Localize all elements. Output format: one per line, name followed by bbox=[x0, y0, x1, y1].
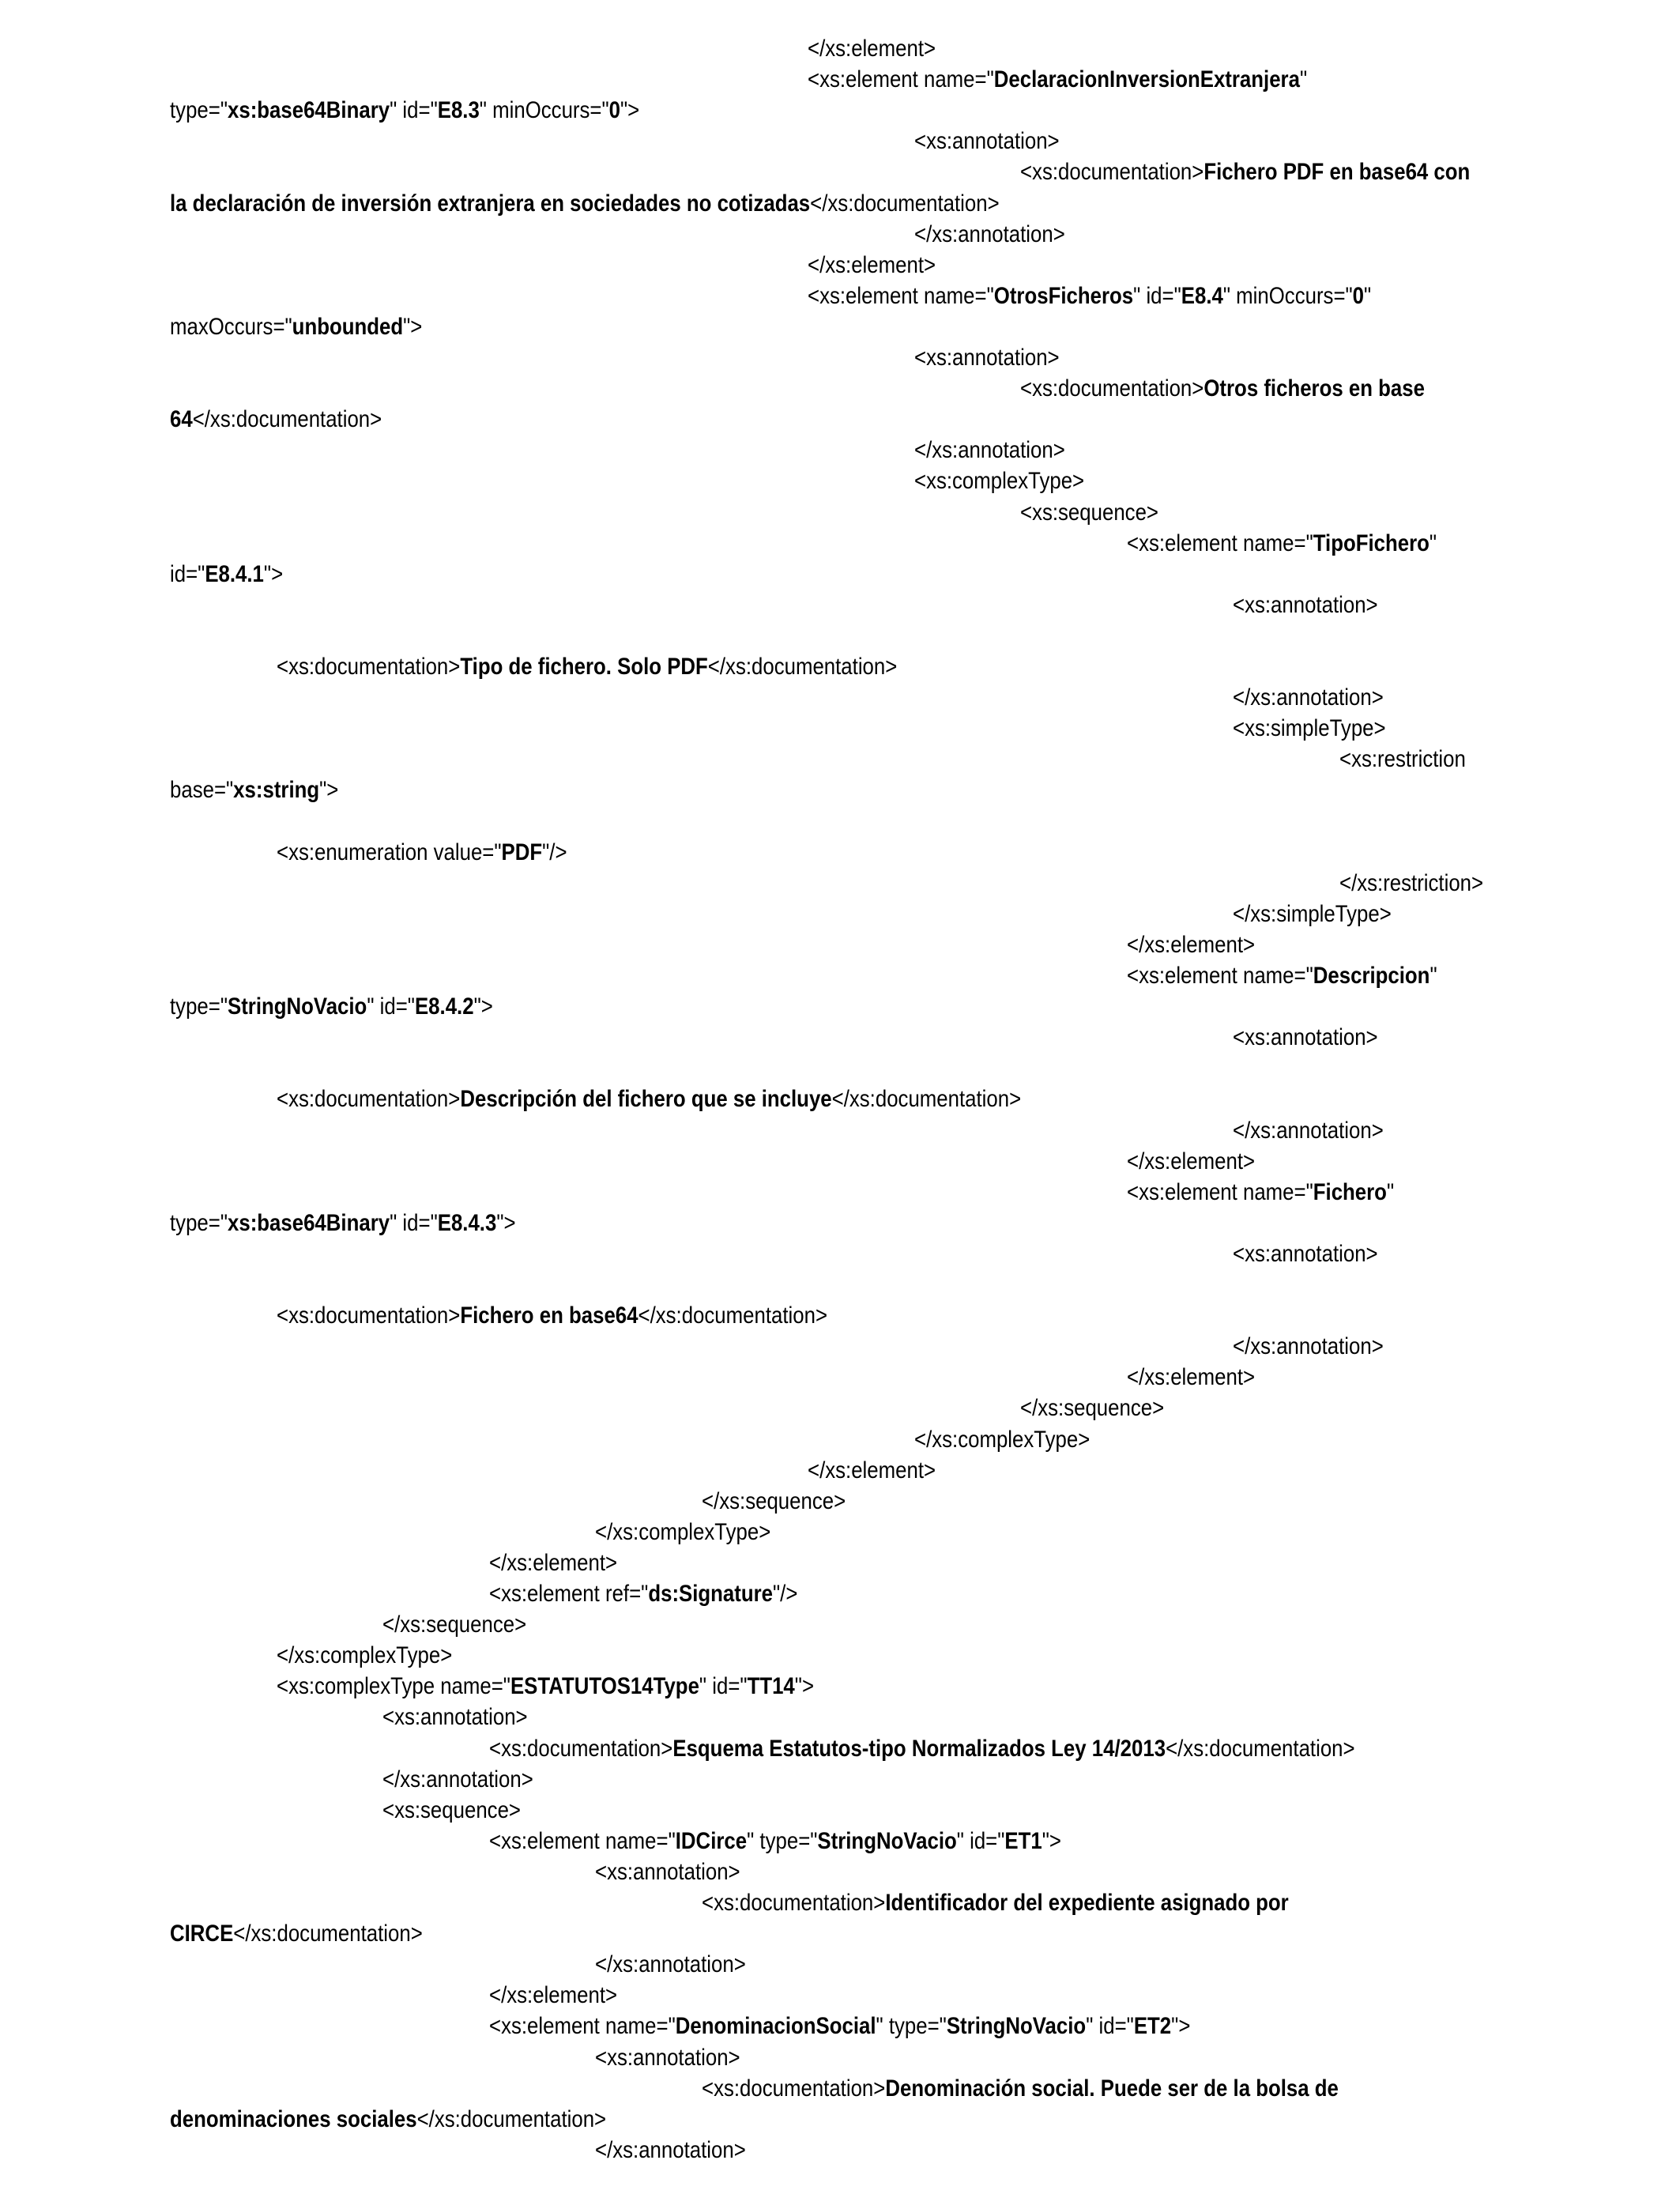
code-markup: "> bbox=[496, 1209, 516, 1236]
code-line bbox=[1233, 1240, 1378, 1269]
code-line bbox=[1339, 745, 1466, 774]
code-markup: </xs:annotation> bbox=[1233, 684, 1384, 711]
code-line bbox=[277, 1085, 1021, 1114]
code-markup: "> bbox=[403, 313, 423, 340]
code-markup: </xs:annotation> bbox=[913, 221, 1065, 247]
code-line bbox=[1233, 900, 1392, 929]
code-line bbox=[382, 1766, 533, 1794]
code-markup: <xs:documentation> bbox=[488, 1735, 672, 1762]
code-markup: </xs:annotation> bbox=[382, 1766, 533, 1793]
code-line bbox=[808, 282, 1371, 311]
code-markup: <xs:element name=" bbox=[808, 66, 994, 93]
code-line bbox=[170, 2105, 606, 2134]
code-markup: " type=" bbox=[876, 2013, 947, 2040]
code-value: denominaciones sociales bbox=[170, 2105, 417, 2132]
code-markup: </xs:element> bbox=[488, 1549, 617, 1576]
code-markup: </xs:documentation> bbox=[810, 190, 1000, 217]
code-line bbox=[595, 2044, 740, 2072]
code-markup: </xs:element> bbox=[488, 1982, 617, 2009]
code-value: TT14 bbox=[747, 1673, 795, 1700]
code-markup: " bbox=[1429, 530, 1437, 556]
code-markup: <xs:sequence> bbox=[382, 1796, 521, 1823]
code-line bbox=[489, 1981, 617, 2010]
code-markup: </xs:documentation> bbox=[233, 1921, 423, 1947]
code-markup: <xs:element name=" bbox=[1126, 963, 1313, 989]
code-markup: </xs:documentation> bbox=[192, 406, 382, 433]
code-markup: </xs:documentation> bbox=[638, 1302, 827, 1329]
code-markup: <xs:annotation> bbox=[1233, 591, 1378, 618]
code-markup: "> bbox=[473, 993, 493, 1020]
code-markup: "> bbox=[1042, 1827, 1061, 1854]
code-markup: " id=" bbox=[699, 1673, 748, 1700]
code-line bbox=[1233, 591, 1378, 620]
code-value: xs:string bbox=[233, 777, 320, 804]
code-line bbox=[170, 1209, 516, 1238]
code-line bbox=[1127, 1178, 1394, 1207]
code-markup: </xs:sequence> bbox=[1020, 1395, 1165, 1422]
code-markup: "> bbox=[319, 777, 339, 804]
code-line bbox=[382, 1611, 526, 1639]
code-markup: <xs:element name=" bbox=[488, 2013, 676, 2040]
code-line bbox=[595, 1518, 770, 1547]
code-line bbox=[489, 1549, 617, 1578]
code-markup: <xs:element name=" bbox=[488, 1827, 676, 1854]
code-value: unbounded bbox=[292, 313, 404, 340]
code-markup: " id=" bbox=[390, 97, 438, 124]
code-value: E8.4.3 bbox=[437, 1209, 497, 1236]
code-markup: </xs:complexType> bbox=[276, 1642, 452, 1669]
code-line bbox=[595, 1951, 746, 1979]
code-line bbox=[1233, 684, 1384, 712]
code-markup: <xs:complexType name=" bbox=[276, 1673, 510, 1700]
code-markup: <xs:complexType> bbox=[913, 468, 1084, 495]
code-markup: " bbox=[1364, 282, 1372, 309]
code-markup: <xs:sequence> bbox=[1020, 499, 1158, 526]
code-value: la declaración de inversión extranjera en sociedades no cotizadas bbox=[170, 190, 811, 217]
code-line bbox=[1020, 1394, 1164, 1423]
code-line bbox=[914, 1426, 1090, 1454]
code-line bbox=[489, 1735, 1355, 1763]
code-line bbox=[1233, 714, 1386, 743]
code-value: DeclaracionInversionExtranjera bbox=[993, 66, 1300, 93]
code-line bbox=[170, 560, 283, 589]
code-markup: <xs:documentation> bbox=[276, 654, 460, 680]
code-markup: <xs:documentation> bbox=[1020, 375, 1204, 402]
code-value: PDF bbox=[501, 839, 542, 865]
code-markup: </xs:complexType> bbox=[595, 1518, 771, 1545]
code-markup: </xs:element> bbox=[1126, 1148, 1255, 1174]
code-line bbox=[1127, 931, 1255, 959]
code-value: 0 bbox=[608, 97, 621, 124]
code-markup: </xs:sequence> bbox=[701, 1487, 846, 1514]
code-markup: <xs:element name=" bbox=[1126, 530, 1313, 556]
code-value: xs:base64Binary bbox=[227, 97, 390, 124]
code-value: IDCirce bbox=[675, 1827, 747, 1854]
code-markup: <xs:enumeration value=" bbox=[276, 839, 502, 865]
code-markup: </xs:element> bbox=[1126, 1364, 1255, 1391]
code-markup: </xs:annotation> bbox=[1233, 1333, 1384, 1360]
code-markup: </xs:simpleType> bbox=[1233, 900, 1392, 927]
code-line bbox=[170, 96, 639, 125]
code-markup: " bbox=[1429, 963, 1437, 989]
code-markup: " type=" bbox=[746, 1827, 817, 1854]
code-markup: " id=" bbox=[367, 993, 415, 1020]
code-value: 0 bbox=[1352, 282, 1365, 309]
code-markup: " bbox=[1386, 1178, 1394, 1205]
code-line bbox=[170, 776, 338, 805]
code-line bbox=[1127, 530, 1437, 558]
code-line bbox=[277, 1642, 452, 1670]
code-value: Tipo de fichero. Solo PDF bbox=[459, 654, 708, 680]
code-line bbox=[1233, 1333, 1384, 1361]
code-markup: <xs:annotation> bbox=[595, 2044, 740, 2071]
code-line bbox=[489, 1827, 1061, 1856]
code-value: E8.4.1 bbox=[205, 560, 264, 587]
code-line bbox=[382, 1703, 528, 1732]
code-line bbox=[170, 190, 1000, 218]
code-markup: </xs:annotation> bbox=[913, 437, 1065, 464]
code-markup: <xs:annotation> bbox=[913, 345, 1060, 371]
code-markup: <xs:documentation> bbox=[701, 1890, 885, 1916]
code-line bbox=[170, 1920, 423, 1948]
code-value: Otros ficheros en base bbox=[1203, 375, 1425, 402]
code-line bbox=[1233, 1117, 1384, 1145]
code-value: ESTATUTOS14Type bbox=[510, 1673, 699, 1700]
code-markup: " id=" bbox=[1085, 2013, 1134, 2040]
code-markup: base=" bbox=[170, 777, 234, 804]
code-value: Identificador del expediente asignado por bbox=[884, 1890, 1289, 1916]
code-markup: maxOccurs=" bbox=[170, 313, 292, 340]
code-markup: <xs:documentation> bbox=[1020, 159, 1204, 186]
code-markup: <xs:documentation> bbox=[276, 1302, 460, 1329]
code-markup: <xs:documentation> bbox=[701, 2075, 885, 2102]
code-markup: " minOccurs=" bbox=[479, 97, 609, 124]
code-line bbox=[808, 35, 936, 63]
code-markup: <xs:element name=" bbox=[1126, 1178, 1313, 1205]
code-line bbox=[277, 839, 567, 867]
code-line bbox=[595, 1858, 740, 1887]
code-markup: </xs:element> bbox=[808, 251, 936, 278]
code-markup: </xs:element> bbox=[808, 36, 936, 62]
code-value: 64 bbox=[170, 406, 193, 433]
code-markup: <xs:annotation> bbox=[1233, 1024, 1378, 1051]
code-line bbox=[595, 2136, 746, 2165]
code-line bbox=[914, 436, 1065, 465]
code-markup: <xs:documentation> bbox=[276, 1086, 460, 1113]
code-markup: </xs:sequence> bbox=[382, 1612, 527, 1638]
code-value: E8.4.2 bbox=[414, 993, 474, 1020]
code-value: Denominación social. Puede ser de la bolsa de bbox=[884, 2075, 1339, 2102]
code-markup: </xs:documentation> bbox=[831, 1086, 1021, 1113]
code-line bbox=[277, 1302, 827, 1330]
code-markup: </xs:documentation> bbox=[416, 2105, 607, 2132]
code-line bbox=[702, 1487, 846, 1516]
code-line bbox=[1127, 1363, 1255, 1392]
code-markup: "> bbox=[1170, 2013, 1190, 2040]
code-markup: </xs:element> bbox=[1126, 931, 1255, 958]
code-line bbox=[170, 405, 382, 434]
code-value: StringNoVacio bbox=[946, 2013, 1086, 2040]
code-line bbox=[808, 251, 936, 280]
code-markup: <xs:simpleType> bbox=[1233, 715, 1386, 742]
code-value: ds:Signature bbox=[647, 1581, 773, 1607]
code-line bbox=[808, 1457, 936, 1485]
code-markup: </xs:annotation> bbox=[1233, 1117, 1384, 1144]
code-line bbox=[277, 653, 897, 681]
code-line bbox=[1127, 962, 1437, 990]
code-markup: </xs:documentation> bbox=[1165, 1735, 1355, 1762]
code-value: Fichero PDF en base64 con bbox=[1203, 159, 1471, 186]
code-markup: "/> bbox=[541, 839, 567, 865]
code-value: xs:base64Binary bbox=[227, 1209, 390, 1236]
code-markup: type=" bbox=[170, 1209, 228, 1236]
code-line bbox=[1020, 375, 1425, 403]
code-line bbox=[808, 66, 1307, 94]
code-markup: <xs:annotation> bbox=[1233, 1240, 1378, 1267]
code-markup: </xs:complexType> bbox=[913, 1426, 1090, 1453]
code-value: ET2 bbox=[1133, 2013, 1171, 2040]
code-line bbox=[702, 2075, 1339, 2103]
code-markup: " minOccurs=" bbox=[1222, 282, 1353, 309]
code-line bbox=[702, 1889, 1289, 1917]
code-markup: "> bbox=[794, 1673, 814, 1700]
code-markup: "/> bbox=[772, 1581, 797, 1607]
code-value: E8.3 bbox=[437, 97, 480, 124]
code-markup: </xs:annotation> bbox=[595, 1951, 746, 1978]
code-markup: <xs:element name=" bbox=[808, 282, 994, 309]
code-markup: <xs:annotation> bbox=[595, 1858, 740, 1885]
code-value: Descripcion bbox=[1313, 963, 1430, 989]
code-markup: type=" bbox=[170, 97, 228, 124]
code-markup: </xs:restriction> bbox=[1339, 869, 1483, 896]
code-markup: <xs:annotation> bbox=[382, 1704, 528, 1731]
code-line bbox=[914, 467, 1084, 496]
code-markup: </xs:element> bbox=[808, 1457, 936, 1483]
code-value: TipoFichero bbox=[1313, 530, 1430, 556]
code-value: Fichero bbox=[1313, 1178, 1387, 1205]
code-value: CIRCE bbox=[170, 1921, 234, 1947]
code-line bbox=[170, 313, 422, 341]
code-markup: " bbox=[1299, 66, 1308, 93]
code-line bbox=[1020, 158, 1470, 187]
code-line bbox=[1233, 1023, 1378, 1052]
code-value: Fichero en base64 bbox=[459, 1302, 638, 1329]
code-markup: </xs:documentation> bbox=[707, 654, 897, 680]
code-value: StringNoVacio bbox=[816, 1827, 957, 1854]
code-value: StringNoVacio bbox=[227, 993, 367, 1020]
code-markup: " id=" bbox=[390, 1209, 438, 1236]
code-line bbox=[277, 1672, 814, 1701]
code-value: Descripción del fichero que se incluye bbox=[459, 1086, 832, 1113]
code-markup: <xs:restriction bbox=[1339, 746, 1466, 773]
code-line bbox=[914, 127, 1060, 156]
code-line bbox=[382, 1796, 521, 1825]
code-markup: <xs:element ref=" bbox=[488, 1581, 648, 1607]
code-markup: id=" bbox=[170, 560, 205, 587]
code-line bbox=[1339, 869, 1483, 898]
code-line bbox=[914, 344, 1060, 372]
code-markup: " id=" bbox=[956, 1827, 1004, 1854]
code-markup: type=" bbox=[170, 993, 228, 1020]
code-value: Esquema Estatutos-tipo Normalizados Ley 14/2013 bbox=[672, 1735, 1166, 1762]
code-value: OtrosFicheros bbox=[993, 282, 1134, 309]
code-markup: "> bbox=[263, 560, 284, 587]
code-line bbox=[489, 1580, 797, 1608]
code-line bbox=[1020, 499, 1158, 527]
code-markup: "> bbox=[620, 97, 640, 124]
code-line bbox=[914, 221, 1065, 249]
code-line bbox=[1127, 1148, 1255, 1176]
code-value: E8.4 bbox=[1181, 282, 1223, 309]
code-value: ET1 bbox=[1004, 1827, 1042, 1854]
code-markup: </xs:annotation> bbox=[595, 2136, 746, 2163]
code-line bbox=[489, 2012, 1190, 2041]
code-markup: " id=" bbox=[1133, 282, 1181, 309]
code-markup: <xs:annotation> bbox=[913, 128, 1060, 155]
code-value: DenominacionSocial bbox=[675, 2013, 876, 2040]
code-line bbox=[170, 993, 493, 1021]
